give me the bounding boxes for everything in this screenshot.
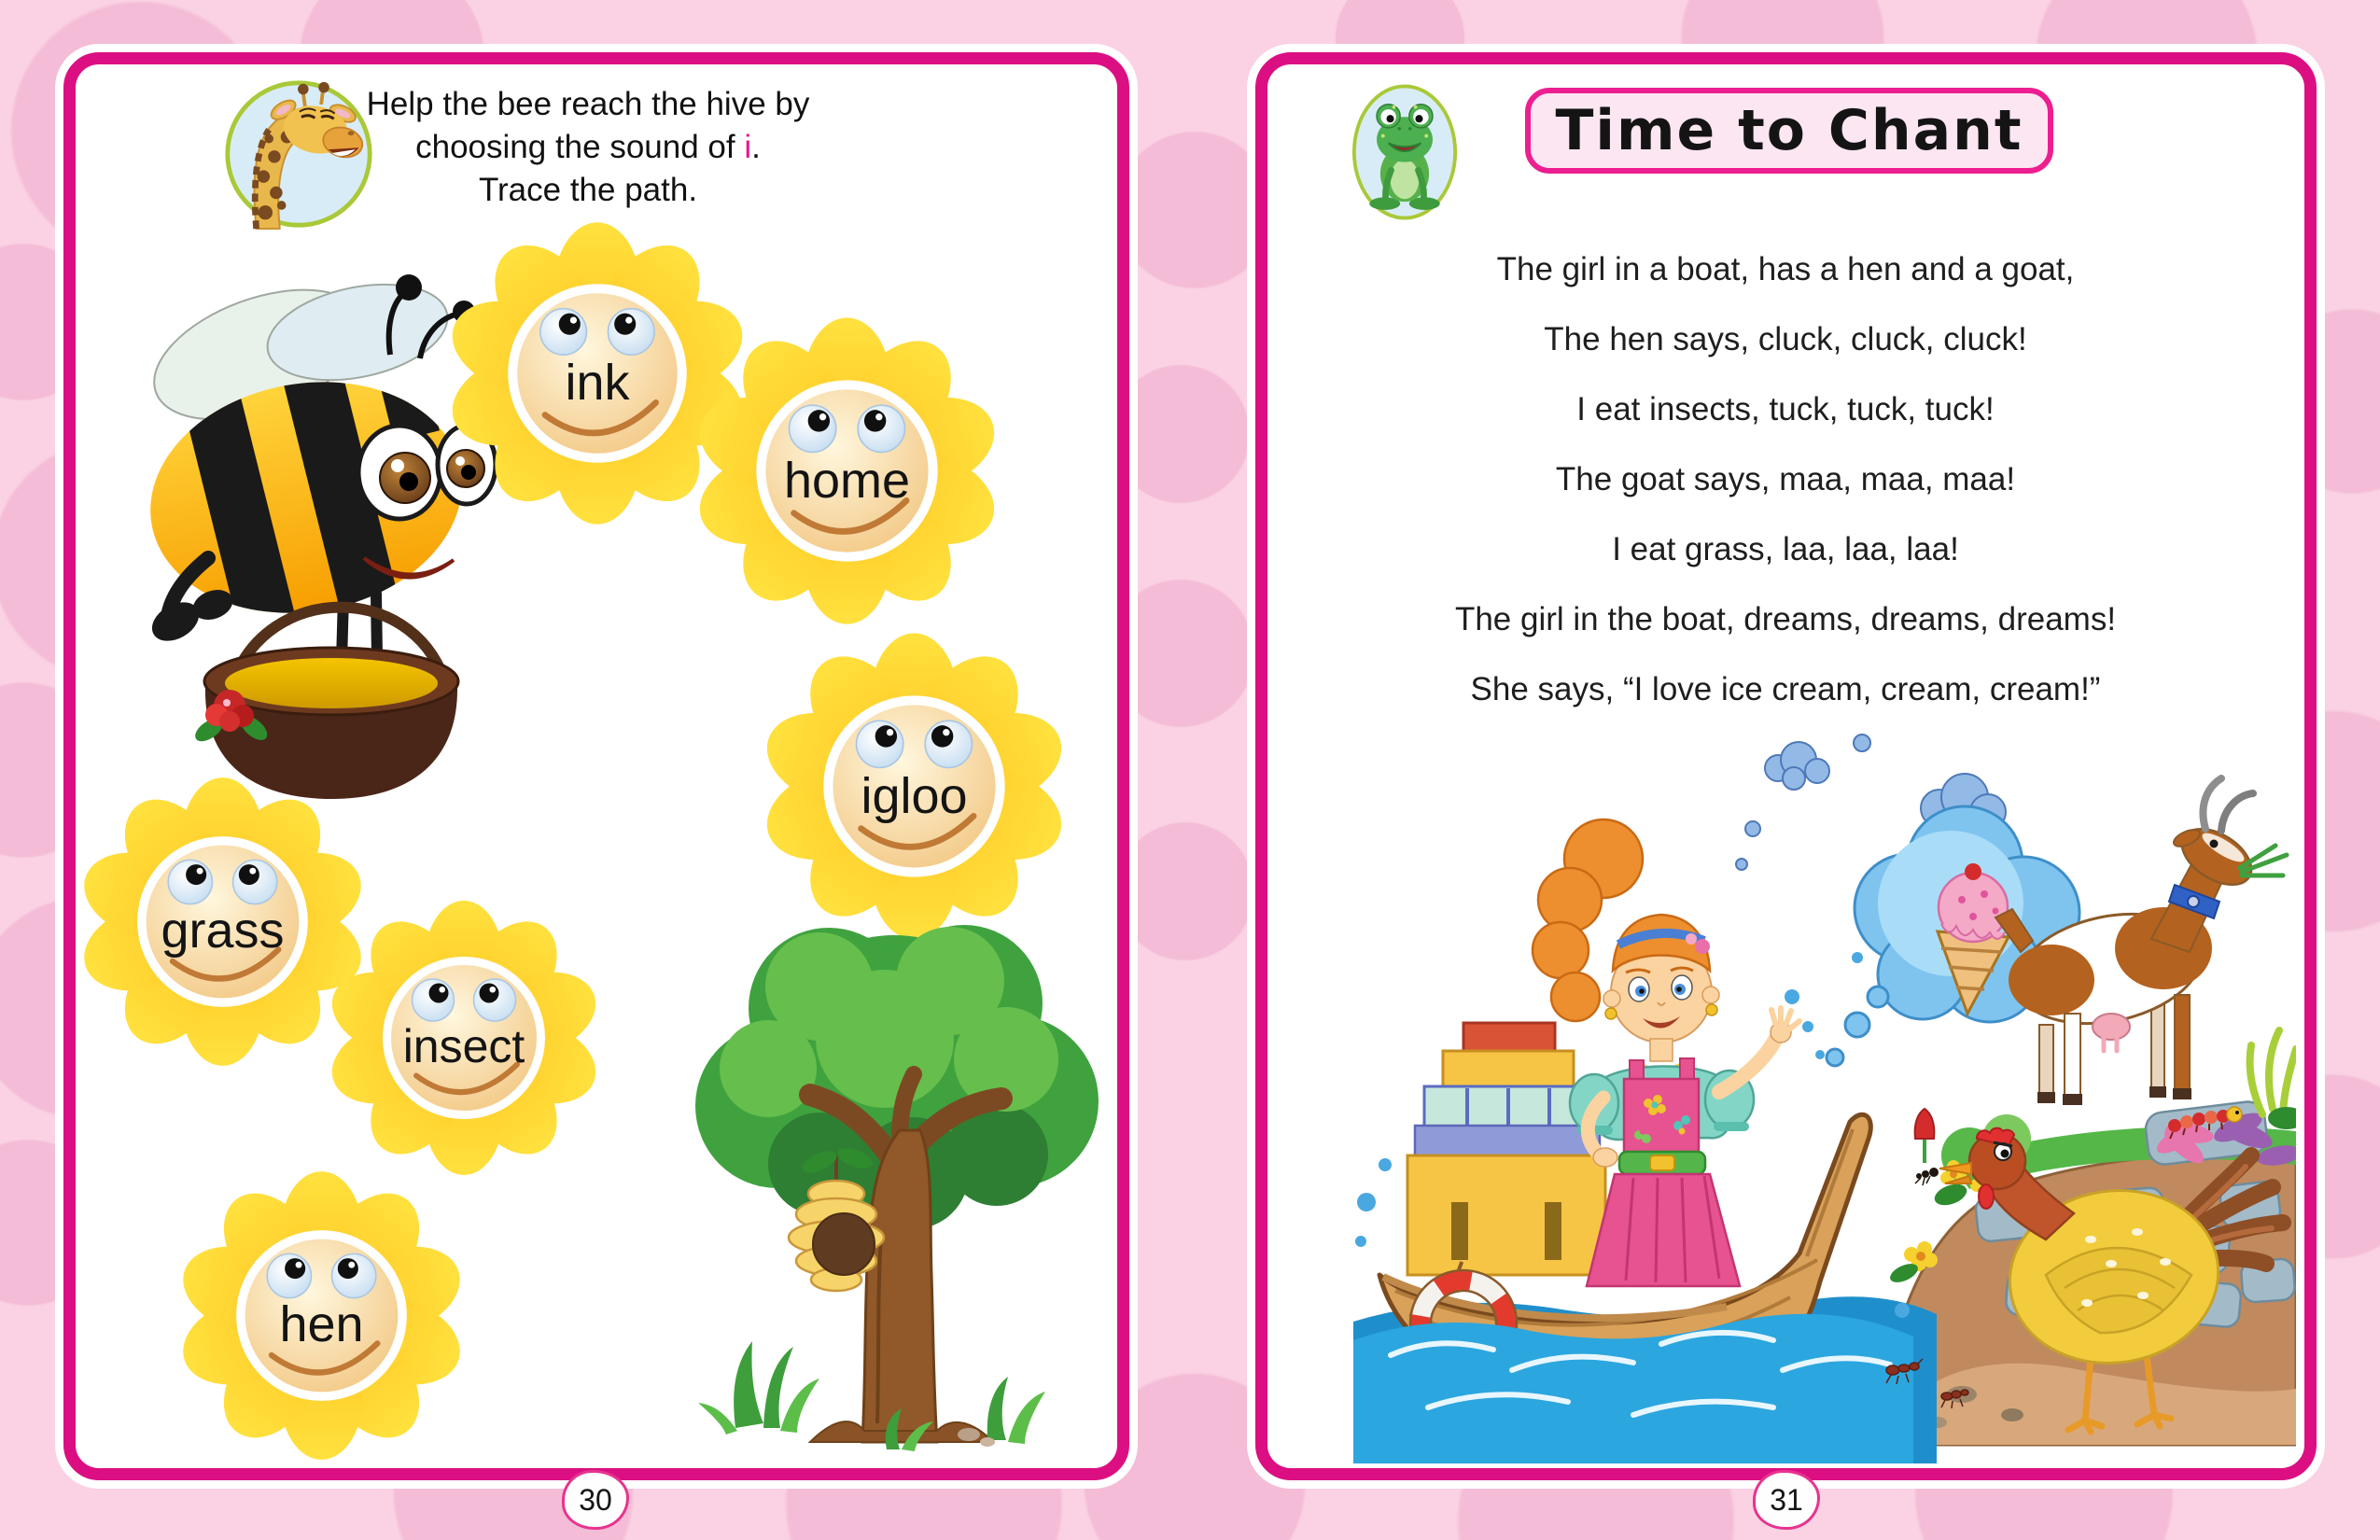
flower-word: home xyxy=(783,452,911,509)
left-page xyxy=(63,52,1129,1480)
chant-line-7: She says, “I love ice cream, cream, cream!” xyxy=(1470,671,2101,707)
red-tulip xyxy=(1915,1109,1935,1163)
thought-bubble-ice-cream xyxy=(1785,806,2079,1066)
chant-line-4: The goat says, maa, maa, maa! xyxy=(1555,461,2016,497)
flower-word: hen xyxy=(279,1295,364,1352)
chant-line-6: The girl in the boat, dreams, dreams, dreams! xyxy=(1454,601,2117,637)
house-boat-cabin xyxy=(1407,1023,1605,1275)
flower-option-insect xyxy=(324,898,604,1178)
honey-pot xyxy=(191,608,458,799)
instruction-line-3: Trace the path. xyxy=(478,172,698,208)
girl-in-boat-scene-illustration xyxy=(1353,717,2296,1463)
flower-word: ink xyxy=(565,354,630,411)
flower-option-home xyxy=(691,315,1003,627)
chant-line-3: I eat insects, tuck, tuck, tuck! xyxy=(1576,391,1995,427)
ant-in-beak xyxy=(1915,1168,1939,1185)
water-droplets xyxy=(1785,952,1863,1059)
chant-line-1: The girl in a boat, has a hen and a goat, xyxy=(1496,251,2075,287)
flower-option-hen xyxy=(175,1169,469,1463)
page-number: 30 xyxy=(579,1482,612,1517)
page-title: Time to Chant xyxy=(1555,98,2023,163)
title-box xyxy=(1525,88,2053,174)
tree-with-beehive-illustration xyxy=(679,919,1111,1456)
flower-word: grass xyxy=(161,902,285,959)
flower-option-igloo xyxy=(758,630,1071,943)
instruction-text xyxy=(308,83,868,212)
right-page xyxy=(1255,52,2317,1480)
page-number: 31 xyxy=(1770,1482,1803,1517)
instruction-line-1: Help the bee reach the hive by xyxy=(366,86,810,122)
flower-word: insect xyxy=(402,1020,525,1072)
page-number-badge-left xyxy=(562,1470,629,1530)
girl-waving-hand xyxy=(1771,1008,1799,1043)
instruction-line-2: choosing the sound of i. xyxy=(415,129,761,165)
highlighted-letter: i xyxy=(744,129,752,165)
page-number-badge-right xyxy=(1753,1470,1820,1530)
chant-text xyxy=(1295,234,2275,724)
flower-word: igloo xyxy=(861,767,968,824)
frog-icon xyxy=(1351,80,1459,224)
beehive xyxy=(789,1144,884,1291)
chant-line-2: The hen says, cluck, cluck, cluck! xyxy=(1544,321,2027,357)
chant-line-5: I eat grass, laa, laa, laa! xyxy=(1612,531,1959,567)
